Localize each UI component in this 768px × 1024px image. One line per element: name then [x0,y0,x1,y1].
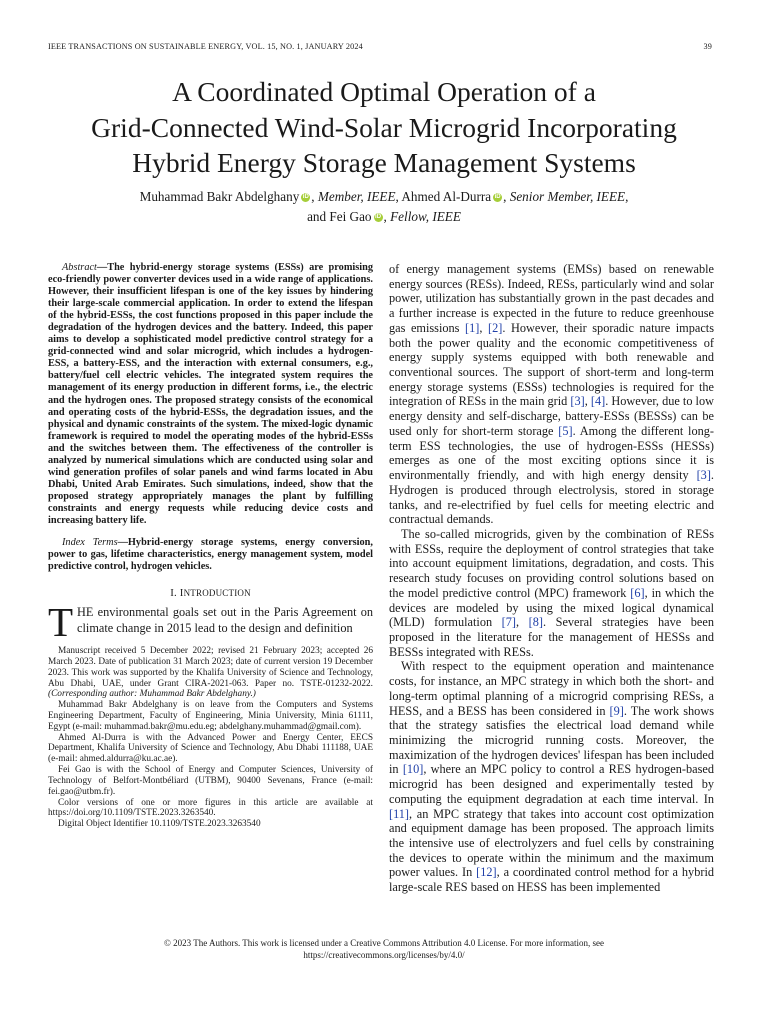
paragraph-text: . However, due to low energy density and self-discharge, battery-ESSs (BESSs) can be used only for short-term storage [389,394,714,438]
paragraph-text: , an MPC strategy that takes into account cost optimization and equipment damage has been proposed. The approach limits the intensive use of electrolyzers and fuel cells by constraining the devices to operate within the minimum and the maximum power values. In [389,806,714,880]
footnote-color-versions: Color versions of one or more figures in this article are available at https://doi.org/10.1109/TSTE.2023.3263540. [48,797,373,819]
body-paragraph-1 [389,262,714,527]
section-title-initial: I [179,587,184,600]
paragraph-text: of energy management systems (EMSs) based on renewable energy sources (RESs). Indeed, RESs, particularly wind and solar power, utilization has substantially grown in the past decades and a further increase is expected in the future to reduce greenhouse gas emissions [389,262,714,335]
citation-link[interactable]: [8] [528,615,543,630]
title-line-1: A Coordinated Optimal Operation of a [172,76,596,107]
citation-link[interactable]: [3] [696,468,711,483]
paragraph-text: , where an MPC policy to control a RES hydrogen-based microgrid has been designed and experimentally tested by computing the equipment degradation at each time interval. In [389,762,715,806]
paper-title [30,74,738,181]
left-column [48,262,373,830]
citation-link[interactable]: [9] [609,703,624,718]
citation-link[interactable]: [11] [389,806,410,821]
paragraph-text: . However, their sporadic nature impacts both the power quality and the economic competitiveness of energy supply systems equipped with both renewable and conventional sources. The support of short-term and long-term energy storage systems (ESSs) technologies is required for the integration of RESs in the main grid [389,320,714,409]
author-name: Ahmed Al-Durra [401,189,492,204]
paragraph-text: , in which the devices are modeled by using the mixed logical dynamical (MLD) formulation [389,585,714,630]
title-line-2: Grid-Connected Wind-Solar Microgrid Incorporating [91,111,677,143]
paragraph-text: , [584,394,591,409]
section-heading [48,587,373,599]
paragraph-text: . Hydrogen is produced through electrolysis, stored in storage tanks, and re-electrified by fuel cells for meeting electric and contractual demands. [389,468,714,527]
author-role: Member, IEEE [317,189,396,204]
citation-link[interactable]: [12] [476,865,497,880]
footnote-manuscript: Manuscript received 5 December 2022; revised 21 February 2023; accepted 26 March 2023. Date of publication 31 March 2023; date of current version 19 December 2023. This work was supported by the Khalifa University of Science and Technology, Abu Dhabi, UAE, under Grant CIRA-2021-063. Paper no. TSTE-01232-2022. (Corresponding author: Muhammad Bakr Abdelghany.) [48,646,373,700]
citation-link[interactable]: [1] [465,320,480,335]
citation-link[interactable]: [7] [501,615,517,630]
paragraph-text: , a coordinated control method for a hybrid large-scale RES based on HESS has been implemented [389,865,715,895]
abstract-label: Abstract [62,262,97,273]
footnote-affiliation-1: Muhammad Bakr Abdelghany is on leave from the Computers and Systems Engineering Department, Faculty of Engineering, Minia University, Minia 61111, Egypt (e-mail: muhammad.bakr@mu.edu.eg; abdelghany.muhammad@gmail.com). [48,700,373,732]
index-terms-text: Hybrid-energy storage systems, energy conversion, power to gas, lifetime characteristics, energy management system, model predictive control, hydrogen vehicles. [48,537,373,573]
paragraph-text: With respect to the equipment operation and maintenance costs, for instance, an MPC strategy in which both the short- and long-term optimal planning of a microgrid comprising RESs, a HESS, and a BESS has been considered in [389,659,714,718]
running-header [48,42,712,54]
section-title-rest: NTRODUCTION [183,588,251,599]
body-paragraph-3 [389,659,714,895]
drop-cap: T [48,599,74,646]
author-line-1: Muhammad Bakr Abdelghany iD , Member, IEEE, Ahmed Al-Durra iD , Senior Member, IEEE, [139,189,629,204]
page-number: 39 [703,42,712,51]
license-footer [60,938,708,962]
orcid-icon[interactable]: iD [375,214,382,220]
title-line-3: Hybrid Energy Storage Management Systems [132,147,636,178]
footnote-doi: Digital Object Identifier 10.1109/TSTE.2023.3263540 [58,819,261,830]
orcid-icon[interactable]: iD [302,194,309,200]
citation-link[interactable]: [3] [570,394,585,409]
author-name: Fei Gao [329,209,372,224]
corresponding-author: (Corresponding author: Muhammad Bakr Abdelghany.) [48,689,256,700]
paragraph-text: . Among the different long-term ESS technologies, the use of hydrogen-ESSs (HESSs) emerges as one of the most exciting options since it is environmentally friendly, and with high energy density [389,423,714,483]
paragraph-text: , [516,615,529,630]
right-column [389,262,714,895]
footnotes [48,646,373,830]
license-link[interactable]: https://creativecommons.org/licenses/by/4.0/ [303,949,465,960]
license-text: © 2023 The Authors. This work is licensed under a Creative Commons Attribution 4.0 License. For more information, see [164,938,604,948]
citation-link[interactable]: [10] [402,762,424,777]
author-name: Muhammad Bakr Abdelghany [139,189,300,204]
body-paragraph-2 [389,527,714,659]
author-conjunction: and [307,209,327,224]
journal-name: IEEE TRANSACTIONS ON SUSTAINABLE ENERGY, VOL. 15, NO. 1, JANUARY 2024 [48,42,363,51]
abstract-text: The hybrid-energy storage systems (ESSs) are promising eco-friendly power converter devices used in a wide range of applications. However, their insufficient lifespan is one of the key issues by hindering their large-scale commercial application. In order to extend the lifespan of the hybrid-ESSs, the cost functions proposed in this paper include the degradation of the hydrogen devices and the battery. Indeed, this paper aims to develop a sophisticated model predictive control strategy for a grid-connected wind and solar microgrid, which includes a hydrogen-ESS, a battery-ESS, and the interaction with external consumers, e.g., battery/fuel cell electric vehicles. The integrated system requires the management of its energy production in different forms, i.e., the electric and the hydrogen ones. The proposed strategy consists of the economical and operating costs of the hybrid-ESSs, the degradation issues, and the physical and dynamic constraints of the system. The mixed-logic dynamic framework is required to model the operating modes of the hybrid-ESSs and the switches between them. The effectiveness of the controller is analyzed by numerical simulations which are conducted using solar and wind generation profiles of solar panels and wind farms located in Abu Dhabi, United Arab Emirates. Such simulations, indeed, show that the proposed strategy appropriately manages the plant by fulfilling constraints and energy requests while reducing device costs and increasing battery life. [48,262,373,526]
paragraph-text: The so-called microgrids, given by the combination of RESs with ESSs, require the deployment of control strategies that take into account equipment limitations, degradation, and costs. This research study focuses on providing control solutions based on the model predictive control (MPC) framework [389,526,714,600]
index-terms: Index Terms—Hybrid-energy storage systems, energy conversion, power to gas, lifetime characteristics, energy management system, model predictive control, hydrogen vehicles. [48,537,373,573]
author-list [40,187,728,227]
intro-text: HE environmental goals set out in the Paris Agreement on climate change in 2015 lead to the design and definition [77,605,373,636]
citation-link[interactable]: [6] [630,585,645,600]
citation-link[interactable]: [4] [590,394,606,409]
index-terms-label: Index Terms [62,537,118,549]
footnote-affiliation-2: Ahmed Al-Durra is with the Advanced Power and Energy Center, EECS Department, Khalifa University of Science and Technology, Abu Dhabi 111188, UAE (e-mail: ahmed.aldurra@ku.ac.ae). [48,732,373,765]
paragraph-text: . Several strategies have been proposed in the literature for the management of HESSs and BESSs integrated with RESs. [389,615,714,659]
abstract: Abstract—The hybrid-energy storage systems (ESSs) are promising eco-friendly power converter devices used in a wide range of applications. However, their insufficient lifespan is one of the key issues by hindering their large-scale commercial application. In order to extend the lifespan of the hybrid-ESSs, the cost functions proposed in this paper include the degradation of the hydrogen devices and the battery. Indeed, this paper aims to develop a sophisticated model predictive control strategy for a grid-connected wind and solar microgrid, which includes a hydrogen-ESS, a battery-ESS, and the interaction with external consumers, e.g., battery/fuel cell electric vehicles. The integrated system requires the management of its energy production in different forms, i.e., the electric and the hydrogen ones. The proposed strategy consists of the economical and operating costs of the hybrid-ESSs, the degradation issues, and the physical and dynamic constraints of the system. The mixed-logic dynamic framework is required to model the operating modes of the hybrid-ESSs and the switches between them. The effectiveness of the controller is analyzed by numerical simulations which are conducted using solar and wind generation profiles of solar panels and wind farms located in Abu Dhabi, United Arab Emirates. Such simulations, indeed, show that the proposed strategy appropriately manages the plant by fulfilling constraints and energy requests while reducing device costs and increasing battery life. [48,262,373,526]
citation-link[interactable]: [2] [488,320,503,335]
author-line-2: and Fei Gao iD , Fellow, IEEE [307,209,461,224]
intro-paragraph [48,599,373,646]
section-numeral: I. [170,587,177,600]
author-role: Senior Member, IEEE [509,189,626,204]
paragraph-text: . The work shows that the strategy satisfies the electrical load demand while minimizing the microgrid running costs. Moreover, the maximization of the hydrogen devices' lifespan has been included in [389,703,714,777]
citation-link[interactable]: [5] [558,423,573,438]
author-role: Fellow, IEEE [390,209,461,224]
footnote-affiliation-3: Fei Gao is with the School of Energy and Computer Sciences, University of Technology of Belfort-Montbéliard (UTBM), 90400 Sevenans, France (e-mail: fei.gao@utbm.fr). [48,765,373,797]
orcid-icon[interactable]: iD [494,194,501,200]
paragraph-text: , [479,320,488,335]
